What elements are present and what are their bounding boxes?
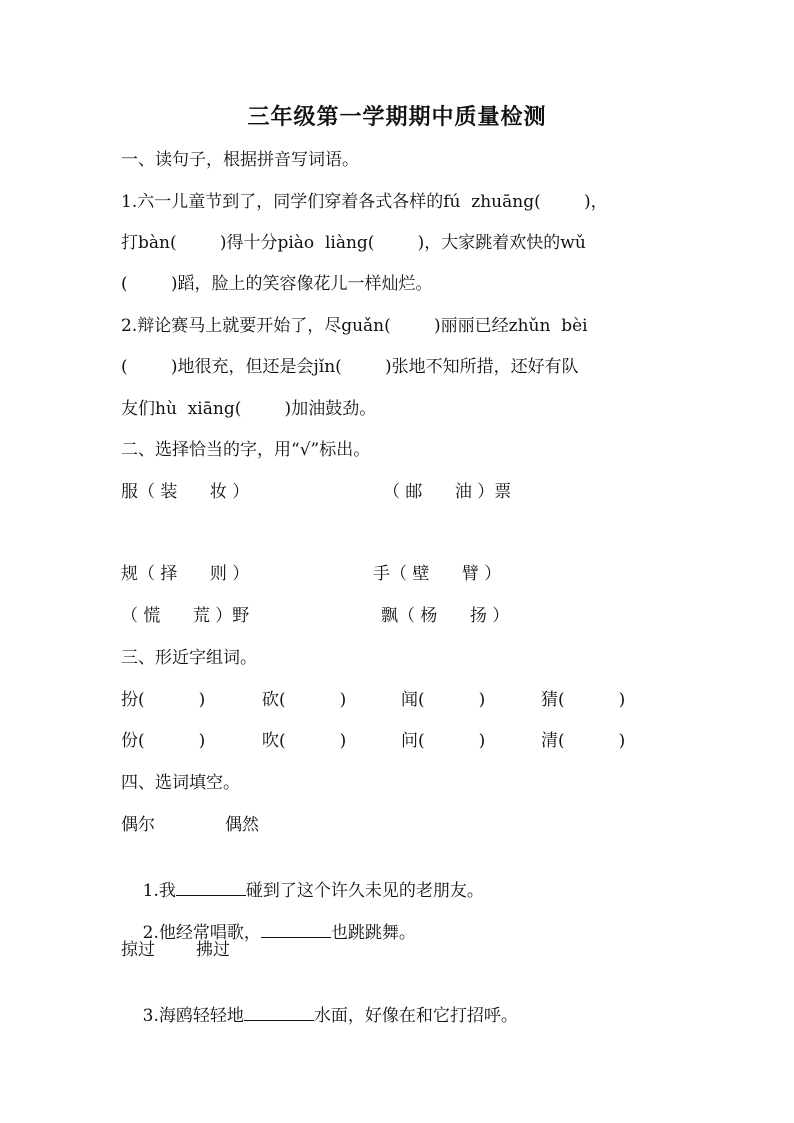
section-1-heading: 一、读句子，根据拼音写词语。: [121, 150, 359, 170]
section-1-line: 2.辩论赛马上就要开始了，尽guǎn( )丽丽已经zhǔn bèi: [121, 316, 588, 336]
word-item: 猜( ): [541, 690, 626, 710]
word-option: 偶然: [225, 815, 259, 835]
word-item: 吹( ): [262, 731, 347, 751]
word-option: 掠过: [121, 940, 155, 960]
word-option: 偶尔: [121, 815, 155, 835]
question-text: 也跳跳舞。: [330, 923, 416, 943]
choice-item: （ 慌 荒 ）野: [121, 606, 250, 626]
choice-item: （ 邮 油 ）票: [383, 482, 512, 502]
choice-item: 飘（ 杨 扬 ）: [381, 606, 510, 626]
fill-question: [121, 897, 416, 969]
section-1-line: 1.六一儿童节到了，同学们穿着各式各样的fú zhuāng( )，: [121, 192, 608, 212]
section-4-heading: 四、选词填空。: [121, 773, 240, 793]
choice-item: 服（ 装 妆 ）: [121, 482, 250, 502]
section-2-heading: 二、选择恰当的字，用“√”标出。: [121, 440, 371, 460]
exam-title: 三年级第一学期期中质量检测: [247, 104, 547, 130]
question-text: 碰到了这个许久未见的老朋友。: [245, 881, 484, 901]
choice-item: 规（ 择 则 ）: [121, 564, 250, 584]
question-text: 2.他经常唱歌，: [142, 923, 261, 943]
word-item: 问( ): [401, 731, 486, 751]
section-1-line: 打bàn( )得十分piào liàng( )，大家跳着欢快的wǔ: [121, 233, 586, 253]
question-text: 3.海鸥轻轻地: [142, 1006, 244, 1026]
answer-blank[interactable]: [244, 1004, 314, 1021]
answer-blank[interactable]: [261, 921, 331, 938]
question-text: 1.我: [142, 881, 176, 901]
word-item: 份( ): [121, 731, 206, 751]
answer-blank[interactable]: [176, 879, 246, 896]
word-item: 闻( ): [401, 690, 486, 710]
word-item: 清( ): [541, 731, 626, 751]
section-1-line: ( )地很充，但还是会jǐn( )张地不知所措，还好有队: [121, 357, 579, 377]
section-3-heading: 三、形近字组词。: [121, 648, 257, 668]
choice-item: 手（ 壁 臂 ）: [373, 564, 502, 584]
section-1-line: 友们hù xiāng( )加油鼓劲。: [121, 399, 377, 419]
question-text: 水面，好像在和它打招呼。: [313, 1006, 518, 1026]
word-item: 扮( ): [121, 690, 206, 710]
section-1-line: ( )蹈，脸上的笑容像花儿一样灿烂。: [121, 274, 433, 294]
word-item: 砍( ): [262, 690, 347, 710]
fill-question: [121, 980, 518, 1052]
word-option: 拂过: [196, 940, 230, 960]
